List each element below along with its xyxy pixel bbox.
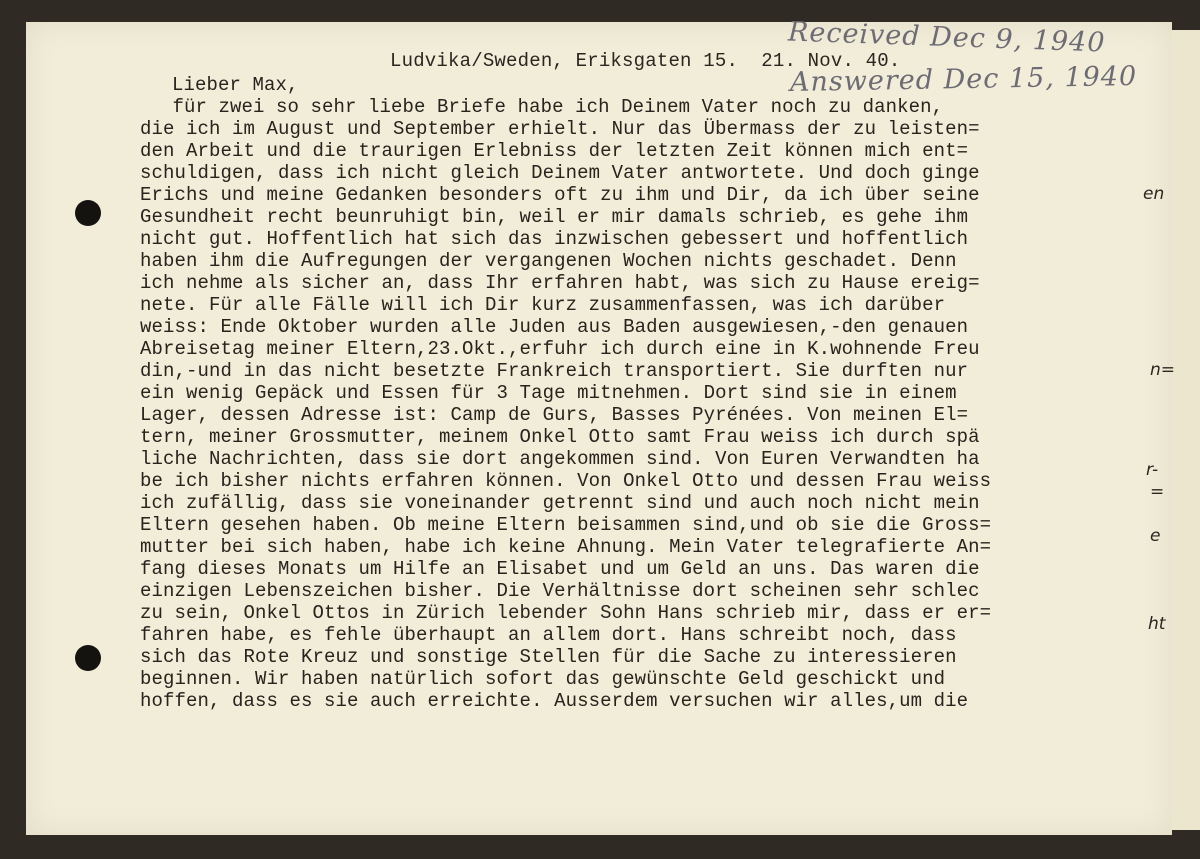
letter-body bbox=[115, 74, 992, 712]
punch-hole-bottom bbox=[75, 645, 101, 671]
body-line: mutter bei sich haben, habe ich keine Ahnung. Mein Vater telegrafierte An= bbox=[140, 536, 992, 558]
body-line: haben ihm die Aufregungen der vergangenen Wochen nichts geschadet. Denn bbox=[140, 250, 957, 272]
punch-hole-top bbox=[75, 200, 101, 226]
body-line: fahren habe, es fehle überhaupt an allem dort. Hans schreibt noch, dass bbox=[140, 624, 957, 646]
margin-correction: = bbox=[1150, 482, 1165, 502]
body-line: hoffen, dass es sie auch erreichte. Ausserdem versuchen wir alles,um die bbox=[140, 690, 969, 712]
body-line: die ich im August und September erhielt. Nur das Übermass der zu leisten= bbox=[140, 118, 980, 140]
body-line: liche Nachrichten, dass sie dort angekommen sind. Von Euren Verwandten ha bbox=[140, 448, 980, 470]
body-line: ich zufällig, dass sie voneinander getrennt sind und auch noch nicht mein bbox=[140, 492, 980, 514]
body-line: für zwei so sehr liebe Briefe habe ich Deinem Vater noch zu danken, bbox=[115, 96, 944, 118]
body-line: Erichs und meine Gedanken besonders oft zu ihm und Dir, da ich über seine bbox=[140, 184, 980, 206]
paper-edge bbox=[1172, 30, 1200, 830]
received-note: Received Dec 9, 1940 bbox=[787, 16, 1106, 59]
body-line: weiss: Ende Oktober wurden alle Juden aus Baden ausgewiesen,-den genauen bbox=[140, 316, 969, 338]
body-line: fang dieses Monats um Hilfe an Elisabet und um Geld an uns. Das waren die bbox=[140, 558, 980, 580]
body-line: Abreisetag meiner Eltern,23.Okt.,erfuhr ich durch eine in K.wohnende Freu bbox=[140, 338, 980, 360]
body-line: be ich bisher nichts erfahren können. Von Onkel Otto und dessen Frau weiss bbox=[140, 470, 992, 492]
body-line: Eltern gesehen haben. Ob meine Eltern beisammen sind,und ob sie die Gross= bbox=[140, 514, 992, 536]
body-line: schuldigen, dass ich nicht gleich Deinem Vater antwortete. Und doch ginge bbox=[140, 162, 980, 184]
letter-header: Ludvika/Sweden, Eriksgaten 15. 21. Nov. 40. bbox=[390, 50, 901, 72]
answered-note: Answered Dec 15, 1940 bbox=[789, 60, 1138, 99]
body-line: tern, meiner Grossmutter, meinem Onkel Otto samt Frau weiss ich durch spä bbox=[140, 426, 980, 448]
body-line: ich nehme als sicher an, dass Ihr erfahren habt, was sich zu Hause ereig= bbox=[140, 272, 980, 294]
margin-correction: ht bbox=[1148, 614, 1166, 634]
body-line: Lieber Max, bbox=[172, 74, 299, 96]
margin-correction: n= bbox=[1150, 360, 1176, 380]
body-line: Gesundheit recht beunruhigt bin, weil er mir damals schrieb, es gehe ihm bbox=[140, 206, 969, 228]
body-line: ein wenig Gepäck und Essen für 3 Tage mitnehmen. Dort sind sie in einem bbox=[140, 382, 957, 404]
body-line: nete. Für alle Fälle will ich Dir kurz zusammenfassen, was ich darüber bbox=[140, 294, 946, 316]
margin-correction: r- bbox=[1146, 460, 1159, 480]
margin-correction: en bbox=[1143, 184, 1165, 204]
body-line: zu sein, Onkel Ottos in Zürich lebender Sohn Hans schrieb mir, dass er er= bbox=[140, 602, 992, 624]
body-line: nicht gut. Hoffentlich hat sich das inzwischen gebessert und hoffentlich bbox=[140, 228, 969, 250]
body-line: sich das Rote Kreuz und sonstige Stellen für die Sache zu interessieren bbox=[140, 646, 957, 668]
body-line: einzigen Lebenszeichen bisher. Die Verhältnisse dort scheinen sehr schlec bbox=[140, 580, 980, 602]
body-line: din,-und in das nicht besetzte Frankreich transportiert. Sie durften nur bbox=[140, 360, 969, 382]
body-line: den Arbeit und die traurigen Erlebniss der letzten Zeit können mich ent= bbox=[140, 140, 969, 162]
margin-correction: e bbox=[1150, 526, 1161, 546]
body-line: Lager, dessen Adresse ist: Camp de Gurs, Basses Pyrénées. Von meinen El= bbox=[140, 404, 969, 426]
body-line: beginnen. Wir haben natürlich sofort das gewünschte Geld geschickt und bbox=[140, 668, 946, 690]
